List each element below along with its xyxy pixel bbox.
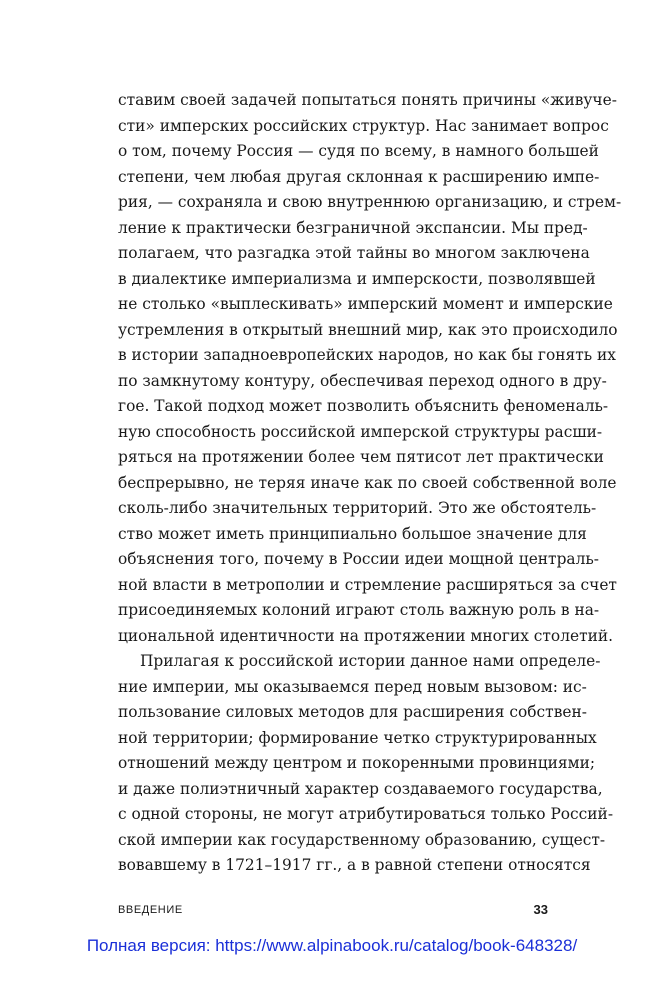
text-line: вовавшему в 1721–1917 гг., а в равной степени относятся	[118, 856, 591, 874]
text-line: ление к практически безграничной экспансии. Мы пред-	[118, 218, 588, 237]
text-line: отношений между центром и покоренными провинциями;	[118, 754, 596, 772]
text-line: ной власти в метрополии и стремление расширяться за счет	[118, 575, 617, 594]
text-line: полагаем, что разгадка этой тайны во многом заключена	[118, 244, 590, 262]
text-line: о том, почему Россия — судя по всему, в намного большей	[118, 142, 599, 160]
text-line: ной территории; формирование четко структурированных	[118, 728, 597, 747]
text-line: ской империи как государственному образованию, сущест-	[118, 830, 606, 849]
text-line: и даже полиэтничный характер создаваемого государства,	[118, 779, 603, 798]
text-line: с одной стороны, не могут атрибутироваться только Россий-	[118, 805, 614, 823]
text-line: по замкнутому контуру, обеспечивая переход одного в дру-	[118, 371, 607, 390]
body-text	[118, 88, 622, 879]
text-line: ряться на протяжении более чем пятисот лет практически	[118, 448, 604, 466]
paragraph-last-line: циональной идентичности на протяжении многих столетий.	[118, 626, 613, 645]
running-head: ВВЕДЕНИЕ	[118, 904, 183, 916]
text-line: ную способность российской имперской структуры расши-	[118, 422, 603, 441]
text-line: сколь-либо значительных территорий. Это же обстоятель-	[118, 499, 597, 517]
text-line: не столько «выплескивать» имперский момент и имперские	[118, 295, 613, 313]
page-number: 33	[533, 902, 548, 917]
text-line: степени, чем любая другая склонная к расширению импе-	[118, 167, 600, 186]
text-line: пользование силовых методов для расширения собствен-	[118, 703, 587, 721]
text-line: ство может иметь принципиально большое значение для	[118, 524, 587, 543]
text-line: беспрерывно, не теряя иначе как по своей собственной воле	[118, 473, 617, 492]
text-line: устремления в открытый внешний мир, как это происходило	[118, 320, 618, 339]
text-line: сти» имперских российских структур. Нас занимает вопрос	[118, 116, 609, 135]
text-line: ставим своей задачей попытаться понять причины «живуче-	[118, 91, 617, 109]
text-line: ние империи, мы оказываемся перед новым вызовом: ис-	[118, 677, 587, 696]
text-line: рия, — сохраняла и свою внутреннюю организацию, и стрем-	[118, 193, 622, 211]
text-line: присоединяемых колоний играют столь важную роль в на-	[118, 601, 600, 619]
text-line: гое. Такой подход может позволить объяснить феноменаль-	[118, 397, 609, 415]
full-version-link[interactable]: Полная версия: https://www.alpinabook.ru/catalog/book-648328/	[86, 936, 578, 955]
full-version-banner	[0, 936, 664, 956]
text-line: в диалектике империализма и имперскости, позволявшей	[118, 269, 596, 288]
text-line: в истории западноевропейских народов, но как бы гонять их	[118, 346, 616, 364]
paragraph-first-line: Прилагая к российской истории данное нами определе-	[140, 652, 601, 670]
text-line: объяснения того, почему в России идеи мощной централь-	[118, 550, 599, 568]
